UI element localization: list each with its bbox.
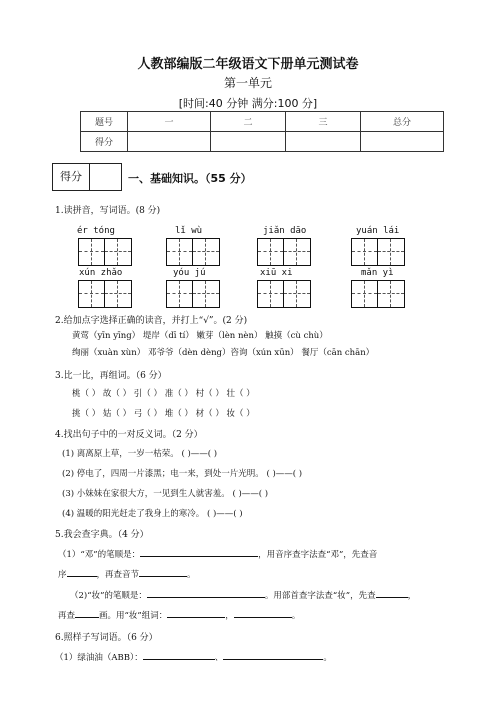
q4-item: (2) 停电了，四周一片漆黑；电一来，到处一片光明。 ( )——( ): [62, 469, 303, 479]
table-cell: 三: [286, 112, 361, 132]
q5-line-2: 序 ，再查音节 。: [58, 570, 196, 580]
writing-grid[interactable]: [257, 280, 311, 308]
answer-blank[interactable]: [67, 576, 97, 577]
table-cell: [286, 132, 361, 152]
table-cell: 二: [211, 112, 286, 132]
table-cell: 一: [128, 112, 211, 132]
section-title: 一、基础知识。（55 分）: [128, 172, 252, 185]
section-score-box: [52, 163, 122, 191]
score-table: [80, 111, 444, 152]
table-cell: [128, 132, 211, 152]
q3-title: 3.比一比，再组词。（6 分）: [55, 371, 167, 381]
writing-grid[interactable]: [78, 280, 132, 308]
table-row: [81, 132, 444, 152]
writing-grid[interactable]: [351, 238, 405, 266]
q3-line: 桃（ ） 故（ ） 引（ ） 准（ ） 村（ ） 壮（ ）: [72, 389, 255, 399]
q6-item-1: （1）绿油油（ABB）： 、 。: [55, 653, 332, 663]
pinyin-label: yuán lái: [356, 226, 400, 236]
pinyin-label: jiǎn dāo: [263, 226, 307, 236]
page-title: 人教部编版二年级语文下册单元测试卷: [137, 57, 359, 72]
table-row: [81, 112, 444, 132]
q2-line: 绚丽（xuàn xùn） 邓爷爷（dèn dèng）咨询（xún xūn） 餐厅（cān chān）: [72, 348, 375, 358]
q3-line: 挑（ ） 姑（ ） 弓（ ） 堆（ ） 材（ ） 妆（ ）: [72, 409, 255, 419]
q5-line-4: 再查 画。用“妆”组词： ， 。: [58, 611, 301, 621]
q4-item: (3) 小妹妹在家很大方，一见到生人就害羞。 ( )——( ): [62, 489, 269, 499]
answer-blank[interactable]: [140, 556, 258, 557]
pinyin-label: ér tóng: [77, 226, 115, 236]
answer-blank[interactable]: [223, 659, 323, 660]
q5-title: 5.我会查字典。（4 分）: [55, 530, 149, 540]
answer-blank[interactable]: [143, 659, 215, 660]
answer-blank[interactable]: [147, 597, 265, 598]
q4-item: (4) 温暖的阳光赶走了我身上的寒冷。 ( )——( ): [62, 509, 243, 519]
answer-blank[interactable]: [139, 576, 187, 577]
table-cell: 得分: [81, 132, 128, 152]
table-cell: 总分: [361, 112, 444, 132]
score-box-label: 得分: [53, 164, 90, 190]
q2-line: 黄莺（yīn yīng） 堤岸（dī tí） 嫩芽（lèn nèn） 触摸（cù chù）: [72, 331, 328, 341]
q4-item: (1) 离离原上草，一岁一枯荣。 ( )——( ): [62, 449, 218, 459]
pinyin-label: lǐ wù: [175, 226, 203, 236]
unit-title: 第一单元: [223, 76, 272, 90]
pinyin-label: mǎn yì: [361, 268, 394, 278]
writing-grid[interactable]: [257, 238, 311, 266]
q6-title: 6.照样子写词语。（6 分）: [55, 633, 158, 643]
answer-blank[interactable]: [167, 617, 225, 618]
q1-title: 1.读拼音，写词语。(8 分): [55, 206, 161, 216]
q2-title: 2.给加点字选择正确的读音，并打上“√”。(2 分): [55, 316, 248, 326]
q4-title: 4.找出句子中的一对反义词。（2 分）: [55, 430, 203, 440]
pinyin-label: xún zhǎo: [79, 268, 123, 278]
answer-blank[interactable]: [234, 617, 292, 618]
answer-blank[interactable]: [376, 597, 408, 598]
writing-grid[interactable]: [166, 238, 220, 266]
pinyin-label: yóu jú: [173, 268, 206, 278]
table-cell: 题号: [81, 112, 128, 132]
q5-line-3: （2)“妆”的笔顺是： 。用部首查字法查“妆”，先查 ，: [70, 591, 417, 601]
writing-grid[interactable]: [78, 238, 132, 266]
answer-blank[interactable]: [75, 617, 99, 618]
q5-line-1: （1）“邓”的笔顺是： ，用音序查字法查“邓”，先查音: [58, 550, 378, 560]
writing-grid[interactable]: [351, 280, 405, 308]
writing-grid[interactable]: [166, 280, 220, 308]
time-info: [时间:40 分钟 满分:100 分]: [178, 97, 318, 110]
table-cell: [211, 132, 286, 152]
pinyin-label: xiū xi: [260, 268, 293, 278]
table-cell: [361, 132, 444, 152]
